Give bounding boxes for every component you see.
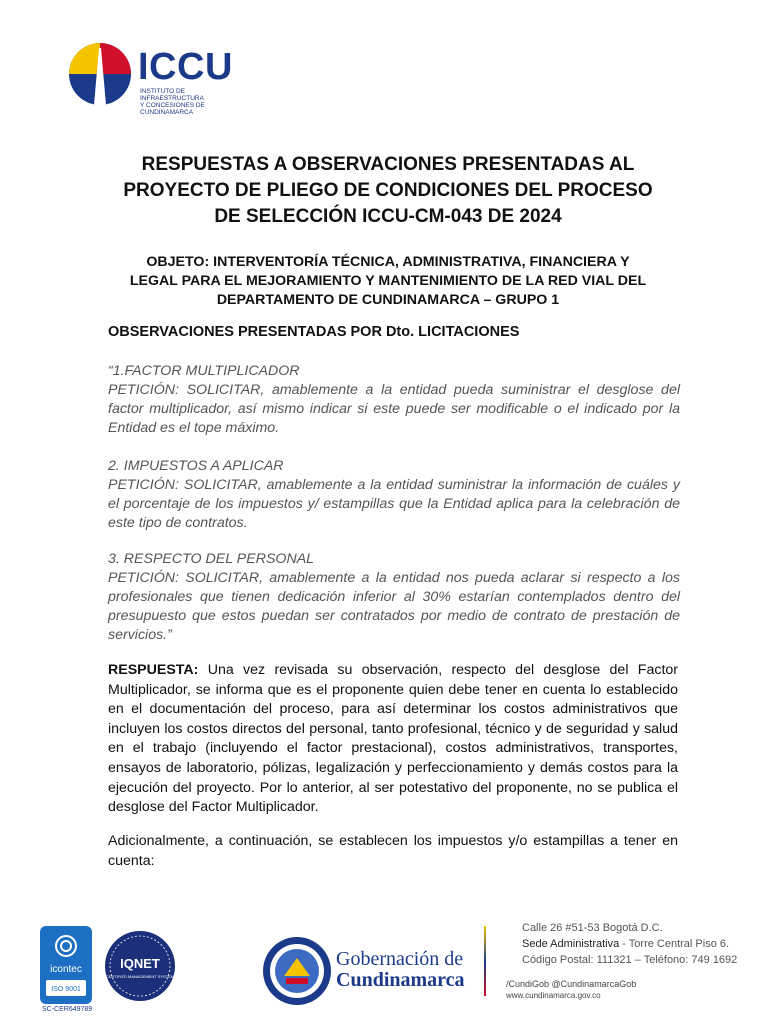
object-line: DEPARTAMENTO DE CUNDINAMARCA – GRUPO 1 [216,292,560,308]
document-title [108,152,668,230]
object-statement [108,253,668,310]
response-text: Una vez revisada su observación, respecto del desglose del Factor Multiplicador, se informa que es el proponente quien debe tener en cuenta lo establecido en el documentación del proceso, para así determinar los costos administrativos que incluyen los costos directos del personal, tanto profesional, técnico y de seguridad y salud en el trabajo (incluyendo el factor prestacional), costos administrativos, transportes, ensayos de laboratorio, pólizas, legalización y perfeccionamiento y demás costos para la ejecución del proyecto. Por lo anterior, al ser potestativo del proponente, no se publica el desglose del Factor Multiplicador. [108,662,678,816]
website-link[interactable]: www.cundinamarca.gov.co [506,991,601,1000]
iqnet-label: IQNET [120,956,160,971]
logo-wordmark: ICCU [138,46,233,88]
petition-2 [108,457,680,533]
petition-3 [108,550,680,645]
iqnet-sublabel: CERTIFIED MANAGEMENT SYSTEM [105,974,175,979]
logo-subtitle-line: Y CONCESIONES DE CUNDINAMARCA [140,102,205,116]
icontec-certification-icon [40,926,92,1004]
postal-line: Código Postal: 111321 – Teléfono: 749 1692 [522,954,738,966]
observations-heading: OBSERVACIONES PRESENTADAS POR Dto. LICITACIONES [108,324,520,340]
logo-subtitle-line: INSTITUTO DE INFRAESTRUCTURA [140,88,204,102]
logo-subtitle [140,88,250,116]
title-line: RESPUESTAS A OBSERVACIONES PRESENTADAS AL [141,154,635,175]
sede-label: Sede Administrativa [522,938,620,950]
object-line: LEGAL PARA EL MEJORAMIENTO Y MANTENIMIENTO DE LA RED VIAL DEL [129,273,647,289]
petition-title: “1.FACTOR MULTIPLICADOR [108,363,300,379]
gobernacion-line: Gobernación de [336,948,464,970]
petition-text: PETICIÓN: SOLICITAR, amablemente a la entidad pueda suministrar el desglose del factor multiplicador, así mismo indicar si este puede ser modificable o el indicado por la Entidad es el tope máximo. [108,382,680,436]
iqnet-certification-icon [104,930,176,1002]
cundinamarca-line: Cundinamarca [336,969,465,991]
certificate-code: SC-CER649789 [42,1006,93,1013]
icontec-label: icontec [50,964,82,975]
address-line: Calle 26 #51-53 Bogotá D.C. [522,922,663,934]
sede-value: - Torre Central Piso 6. [619,938,730,950]
petition-1 [108,362,680,438]
petition-title: 2. IMPUESTOS A APLICAR [108,458,284,474]
petition-title: 3. RESPECTO DEL PERSONAL [108,551,315,567]
additional-paragraph: Adicionalmente, a continuación, se establecen los impuestos y/o estampillas a tener en cuenta: [108,833,678,869]
object-line: OBJETO: INTERVENTORÍA TÉCNICA, ADMINISTRATIVA, FINANCIERA Y [146,254,630,270]
title-line: DE SELECCIÓN ICCU-CM-043 DE 2024 [214,206,562,227]
footer-divider [484,926,486,996]
petition-text: PETICIÓN: SOLICITAR, amablemente a la entidad nos pueda aclarar si respecto a los profesionales que tienen dedicación inferior al 30% estarían contemplados dentro del presupuesto que estos puedan ser contratados por medio de contrato de prestación de servicios.” [108,570,680,643]
sede-line [522,936,737,952]
cundinamarca-seal-icon [262,936,332,1006]
response-paragraph [108,661,678,818]
social-handles[interactable]: /CundiGob @CundinamarcaGob [506,979,637,989]
title-line: PROYECTO DE PLIEGO DE CONDICIONES DEL PROCESO [123,180,653,201]
petition-text: PETICIÓN: SOLICITAR, amablemente a la entidad suministrar la información de cuáles y el porcentaje de los impuestos y/ estampillas que la Entidad aplica para la celebración de este tipo de contratos. [108,477,680,531]
gobernacion-logo-text [336,948,476,992]
response-label: RESPUESTA: [108,662,199,678]
footer-address [522,920,737,968]
iso-label: ISO 9001 [51,986,81,993]
